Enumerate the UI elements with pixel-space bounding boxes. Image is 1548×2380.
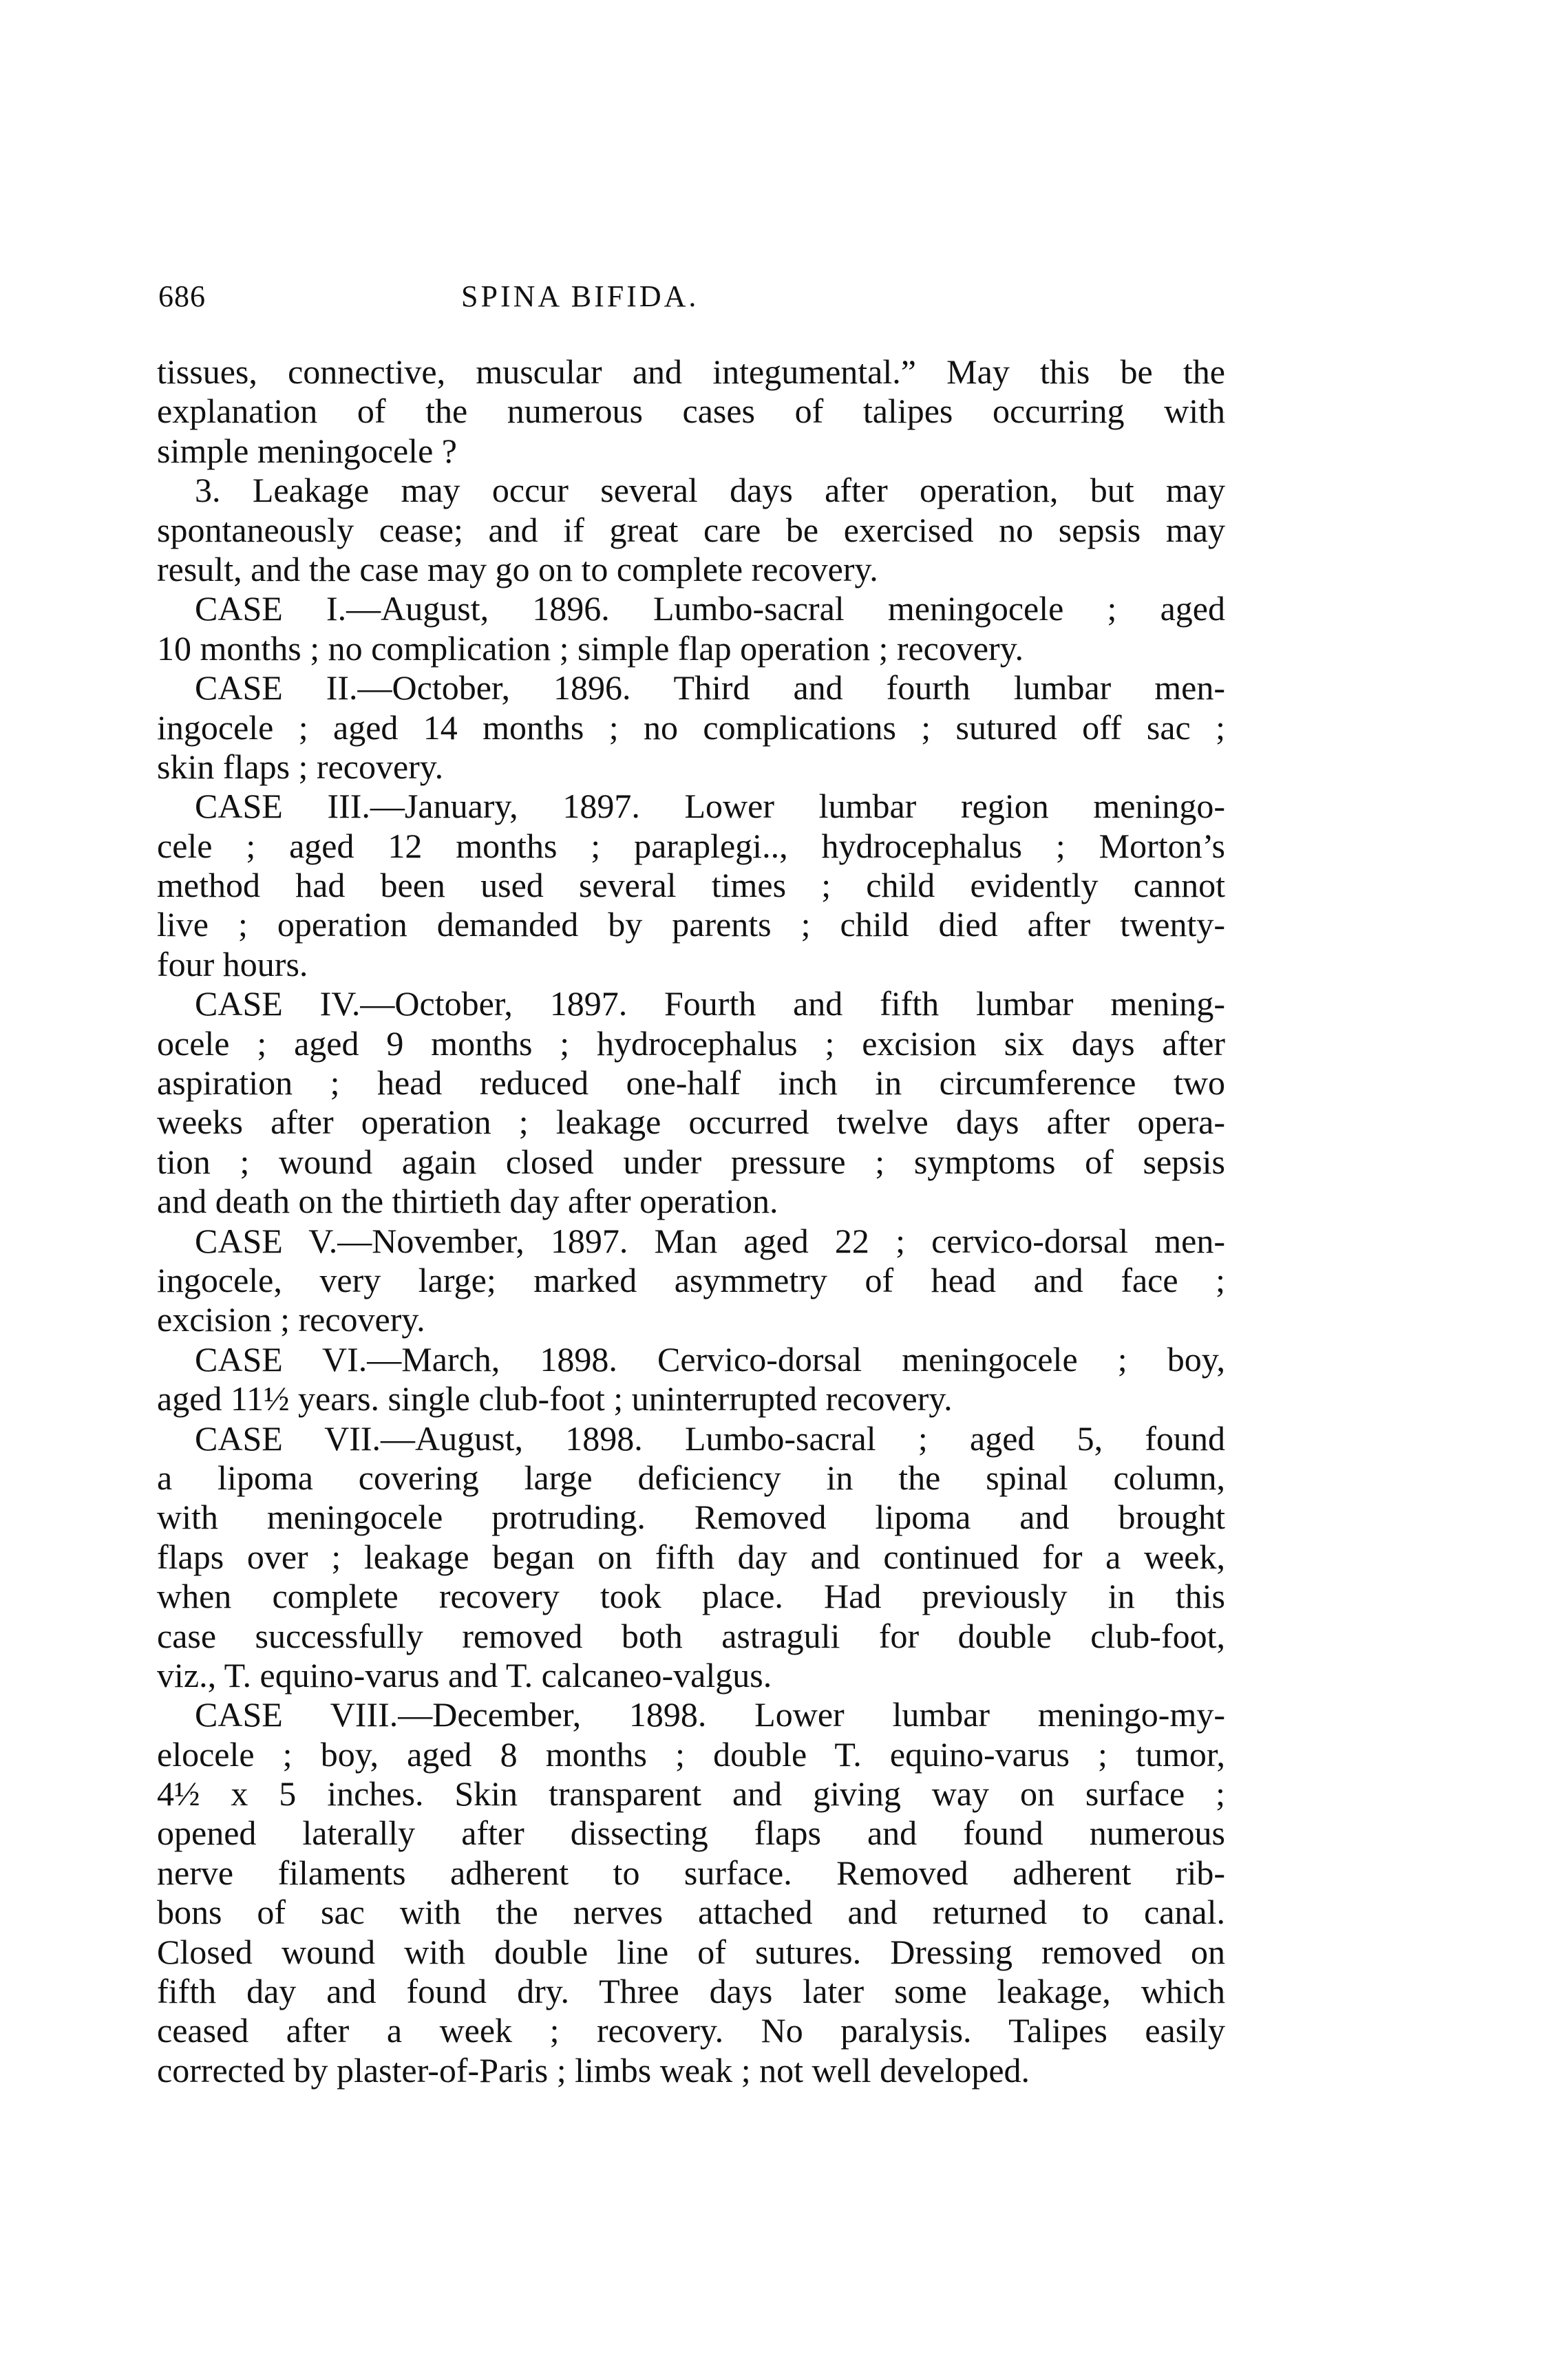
- text-line: live ; operation demanded by parents ; child died after twenty-: [157, 905, 1225, 944]
- text-line: nerve filaments adherent to surface. Removed adherent rib-: [157, 1853, 1225, 1892]
- text-line: cele ; aged 12 months ; paraplegi.., hydrocephalus ; Morton’s: [157, 826, 1225, 865]
- text-line: CASE I.—August, 1896. Lumbo-sacral meningocele ; aged: [195, 589, 1225, 628]
- page-number: 686: [158, 279, 206, 313]
- text-line: 3. Leakage may occur several days after operation, but may: [195, 471, 1225, 510]
- text-line: tissues, connective, muscular and integumental.” May this be the: [157, 352, 1225, 391]
- text-line: aspiration ; head reduced one-half inch in circumference two: [157, 1063, 1225, 1103]
- text-line: a lipoma covering large deficiency in the spinal column,: [157, 1458, 1225, 1497]
- text-line: four hours.: [157, 944, 308, 984]
- text-line: CASE VI.—March, 1898. Cervico-dorsal meningocele ; boy,: [195, 1339, 1225, 1379]
- text-line: ceased after a week ; recovery. No paralysis. Talipes easily: [157, 2011, 1225, 2050]
- text-line: result, and the case may go on to complete recovery.: [157, 549, 878, 588]
- text-line: explanation of the numerous cases of talipes occurring with: [157, 392, 1225, 431]
- text-line: CASE II.—October, 1896. Third and fourth lumbar men-: [195, 668, 1225, 708]
- text-line: CASE VIII.—December, 1898. Lower lumbar meningo-my-: [195, 1695, 1225, 1734]
- text-line: method had been used several times ; child evidently cannot: [157, 866, 1225, 905]
- text-line: CASE III.—January, 1897. Lower lumbar region meningo-: [195, 787, 1225, 826]
- text-line: 10 months ; no complication ; simple flap operation ; recovery.: [157, 628, 1024, 668]
- text-line: CASE V.—November, 1897. Man aged 22 ; cervico-dorsal men-: [195, 1221, 1225, 1260]
- text-line: spontaneously cease; and if great care be exercised no sepsis may: [157, 510, 1225, 549]
- running-head: SPINA BIFIDA.: [461, 279, 699, 313]
- text-line: ingocele, very large; marked asymmetry of head and face ;: [157, 1260, 1225, 1299]
- text-line: tion ; wound again closed under pressure ; symptoms of sepsis: [157, 1142, 1225, 1181]
- text-line: with meningocele protruding. Removed lipoma and brought: [157, 1498, 1225, 1537]
- text-line: flaps over ; leakage began on fifth day and continued for a week,: [157, 1537, 1225, 1576]
- text-line: fifth day and found dry. Three days later some leakage, which: [157, 1972, 1225, 2011]
- text-line: ocele ; aged 9 months ; hydrocephalus ; excision six days after: [157, 1023, 1225, 1063]
- text-line: and death on the thirtieth day after operation.: [157, 1182, 778, 1221]
- text-line: case successfully removed both astraguli for double club-foot,: [157, 1616, 1225, 1655]
- text-line: elocele ; boy, aged 8 months ; double T. equino-varus ; tumor,: [157, 1734, 1225, 1774]
- page-header: [158, 279, 1218, 327]
- text-line: skin flaps ; recovery.: [157, 747, 444, 786]
- text-line: Closed wound with double line of sutures. Dressing removed on: [157, 1932, 1225, 1971]
- body-text: [157, 352, 1225, 2090]
- text-line: weeks after operation ; leakage occurred twelve days after opera-: [157, 1103, 1225, 1142]
- text-line: viz., T. equino-varus and T. calcaneo-valgus.: [157, 1655, 772, 1694]
- text-line: corrected by plaster-of-Paris ; limbs weak ; not well developed.: [157, 2050, 1030, 2090]
- text-line: opened laterally after dissecting flaps and found numerous: [157, 1814, 1225, 1853]
- text-line: excision ; recovery.: [157, 1300, 425, 1339]
- text-line: aged 11½ years. single club-foot ; uninterrupted recovery.: [157, 1379, 953, 1419]
- text-line: CASE VII.—August, 1898. Lumbo-sacral ; aged 5, found: [195, 1419, 1225, 1458]
- text-line: CASE IV.—October, 1897. Fourth and fifth lumbar mening-: [195, 984, 1225, 1023]
- text-line: simple meningocele ?: [157, 431, 457, 470]
- text-line: ingocele ; aged 14 months ; no complications ; sutured off sac ;: [157, 708, 1225, 747]
- text-line: when complete recovery took place. Had previously in this: [157, 1577, 1225, 1616]
- text-line: 4½ x 5 inches. Skin transparent and giving way on surface ;: [157, 1774, 1225, 1814]
- text-line: bons of sac with the nerves attached and returned to canal.: [157, 1893, 1225, 1932]
